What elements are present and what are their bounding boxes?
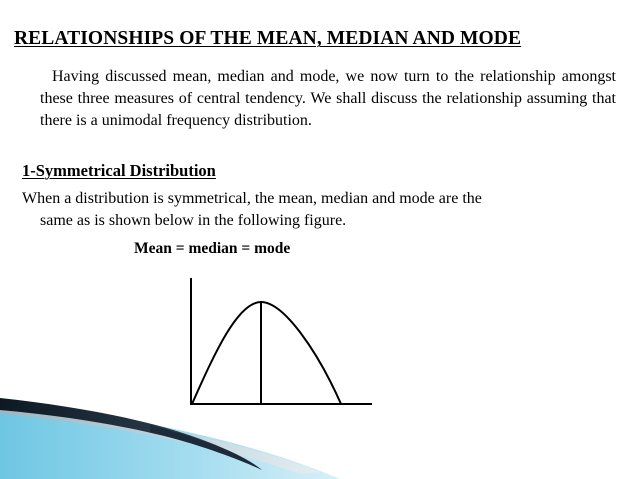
swoosh-light-blue	[0, 400, 340, 479]
equality-formula: Mean = median = mode	[134, 240, 291, 257]
swoosh-gray	[0, 405, 320, 474]
section-heading: 1-Symmetrical Distribution	[22, 161, 216, 180]
section-text-line1: When a distribution is symmetrical, the mean, median and mode are the	[22, 190, 482, 207]
swoosh-dark-tip	[150, 425, 262, 470]
distribution-curve	[192, 302, 341, 404]
swoosh-dark	[0, 398, 262, 470]
intro-paragraph: Having discussed mean, median and mode, we now turn to the relationship amongst these three measures of central tendency. We shall discuss the relationship assuming that there is a unimodal frequency distribution.	[40, 68, 616, 129]
slide-title: RELATIONSHIPS OF THE MEAN, MEDIAN AND MODE	[14, 28, 522, 49]
section-text-line2: same as is shown below in the following figure.	[40, 212, 347, 229]
section-paragraph	[22, 188, 616, 232]
